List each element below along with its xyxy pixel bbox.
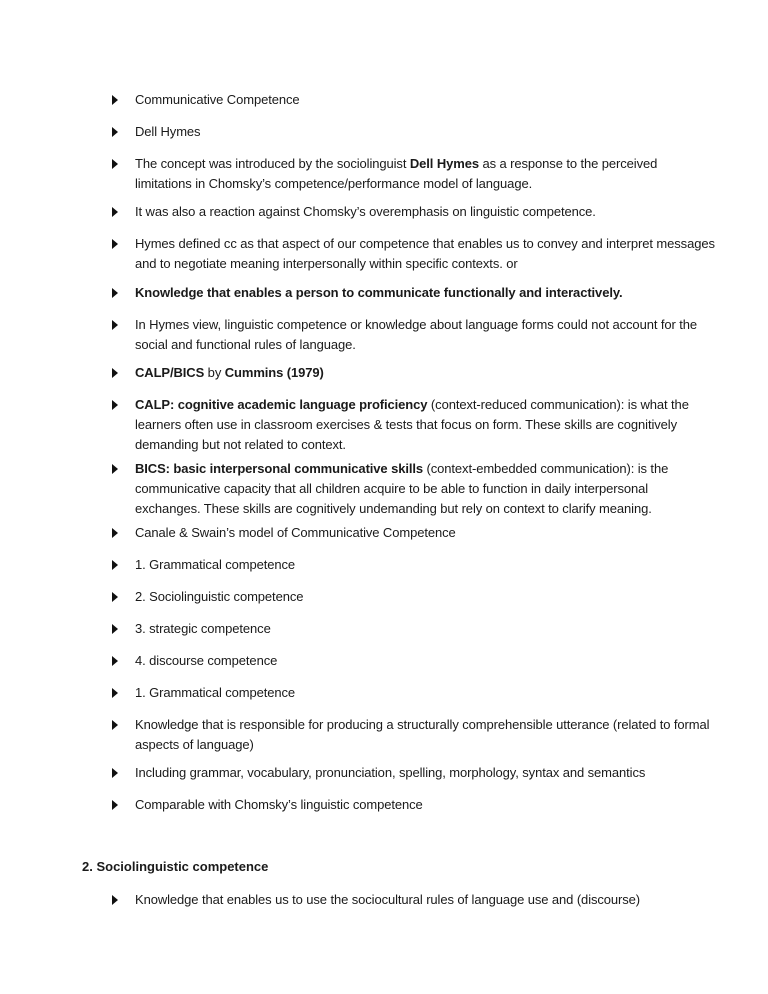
triangle-bullet-icon — [112, 95, 118, 105]
triangle-bullet-icon — [112, 400, 118, 410]
list-item-text — [135, 890, 715, 910]
list-item-text — [135, 683, 715, 703]
text-run: Knowledge that enables us to use the sociocultural rules of language use and (discourse) — [135, 892, 641, 907]
text-run: Canale & Swain’s model of Communicative Competence — [135, 525, 456, 540]
list-item-text — [135, 619, 715, 639]
list-item-text — [135, 763, 715, 783]
triangle-bullet-icon — [112, 320, 118, 330]
triangle-bullet-icon — [112, 239, 118, 249]
text-run: 1. Grammatical competence — [135, 557, 296, 572]
text-run: The concept was introduced by the sociolinguist — [135, 156, 410, 171]
triangle-bullet-icon — [112, 560, 118, 570]
list-item-text — [135, 90, 715, 110]
list-item-text — [135, 651, 715, 671]
section-heading: 2. Sociolinguistic competence — [82, 859, 269, 874]
text-run: as a response to the perceived limitations in Chomsky’s competence/performance model of language. — [135, 156, 658, 191]
list-item-text — [135, 154, 715, 194]
text-run: Hymes defined cc as that aspect of our competence that enables us to convey and interpret messages and to negotiate meaning interpersonally within specific contexts. or — [135, 236, 715, 271]
text-run: Including grammar, vocabulary, pronunciation, spelling, morphology, syntax and semantics — [135, 765, 646, 780]
text-run: In Hymes view, linguistic competence or knowledge about language forms could not account for the social and functional rules of language. — [135, 317, 698, 352]
list-item-text — [135, 122, 715, 142]
triangle-bullet-icon — [112, 368, 118, 378]
list-item-text — [135, 459, 715, 519]
text-run: by — [204, 365, 225, 380]
triangle-bullet-icon — [112, 288, 118, 298]
list-item-text — [135, 234, 715, 274]
list-item-text — [135, 523, 715, 543]
triangle-bullet-icon — [112, 592, 118, 602]
list-item-text — [135, 795, 715, 815]
list-item-text — [135, 283, 715, 303]
list-item-text — [135, 202, 715, 222]
text-run: Knowledge that is responsible for producing a structurally comprehensible utterance (related to formal aspects of language) — [135, 717, 710, 752]
text-run: Dell Hymes — [135, 124, 201, 139]
triangle-bullet-icon — [112, 528, 118, 538]
list-item-text — [135, 587, 715, 607]
triangle-bullet-icon — [112, 800, 118, 810]
list-item-text — [135, 715, 715, 755]
list-item-text — [135, 395, 715, 455]
text-run: (context-reduced communication): is what the learners often use in classroom exercises & tests that focus on form. These skills are cognitively demanding but not related to context. — [135, 397, 689, 452]
triangle-bullet-icon — [112, 895, 118, 905]
text-run: 1. Grammatical competence — [135, 685, 296, 700]
list-item-text — [135, 555, 715, 575]
triangle-bullet-icon — [112, 688, 118, 698]
triangle-bullet-icon — [112, 624, 118, 634]
bold-text: CALP: cognitive academic language proficiency — [135, 397, 428, 412]
text-run: (context-embedded communication): is the communicative capacity that all children acquire to be able to function in daily interpersonal exchanges. These skills are cognitively undemanding but rely on context to clarify meaning. — [135, 461, 669, 516]
text-run: 3. strategic competence — [135, 621, 271, 636]
text-run: 4. discourse competence — [135, 653, 278, 668]
triangle-bullet-icon — [112, 656, 118, 666]
bold-text: Dell Hymes — [409, 156, 479, 171]
triangle-bullet-icon — [112, 159, 118, 169]
triangle-bullet-icon — [112, 127, 118, 137]
text-run: Comparable with Chomsky’s linguistic competence — [135, 797, 423, 812]
triangle-bullet-icon — [112, 207, 118, 217]
bold-text: Knowledge that enables a person to communicate functionally and interactively. — [135, 285, 623, 300]
list-item-text — [135, 315, 715, 355]
triangle-bullet-icon — [112, 720, 118, 730]
list-item-text — [135, 363, 715, 383]
bold-text: CALP/BICS — [135, 365, 205, 380]
text-run: It was also a reaction against Chomsky’s overemphasis on linguistic competence. — [135, 204, 596, 219]
triangle-bullet-icon — [112, 768, 118, 778]
text-run: 2. Sociolinguistic competence — [135, 589, 304, 604]
triangle-bullet-icon — [112, 464, 118, 474]
bold-text: Cummins (1979) — [224, 365, 324, 380]
text-run: Communicative Competence — [135, 92, 300, 107]
bold-text: BICS: basic interpersonal communicative skills — [135, 461, 424, 476]
